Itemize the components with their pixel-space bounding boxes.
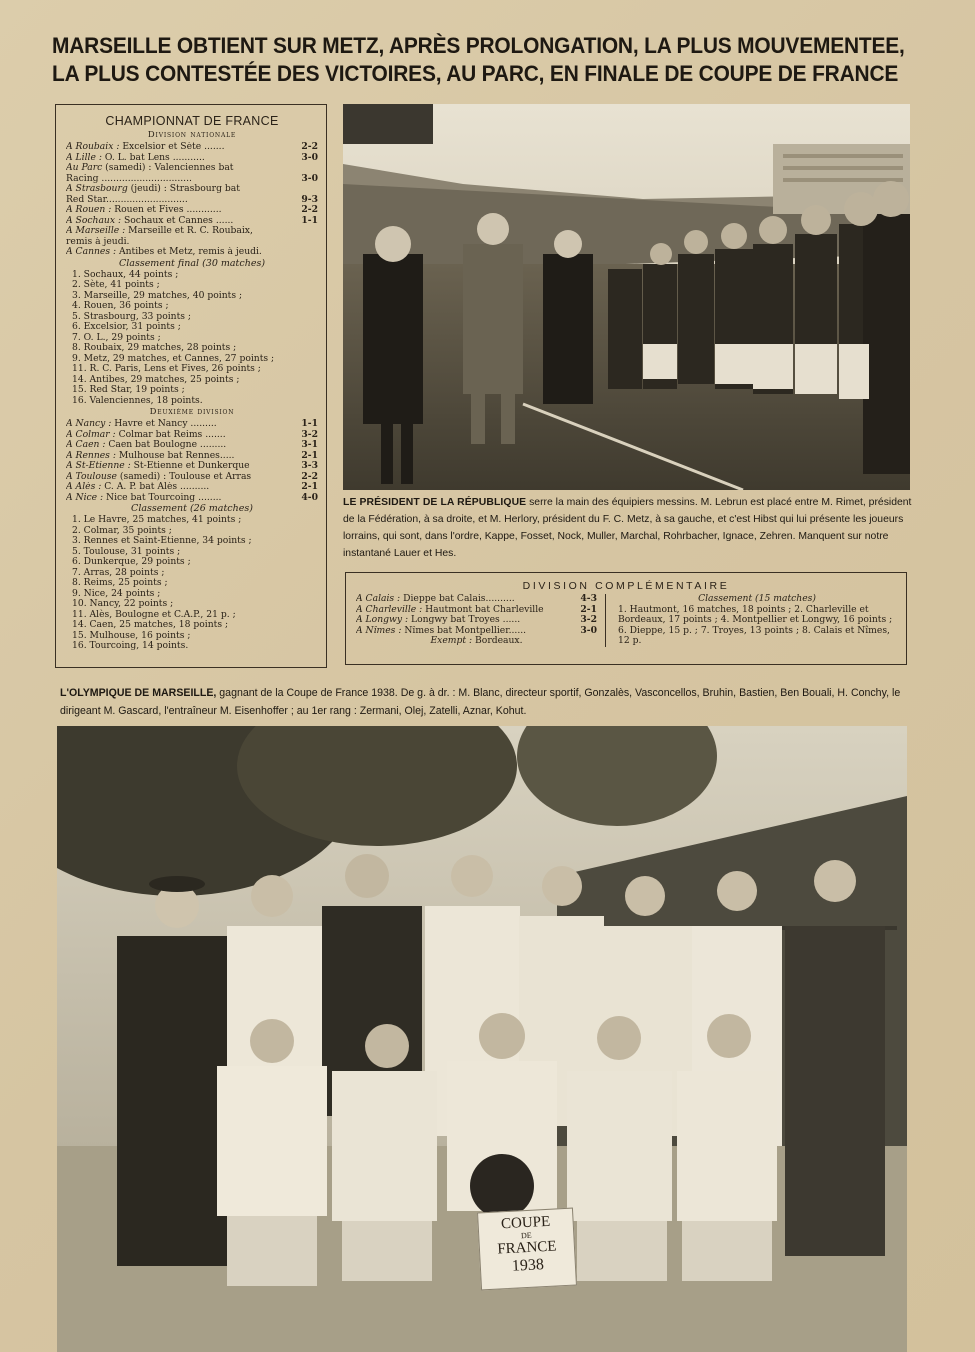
classement-item: 10. Nancy, 22 points ;: [72, 598, 174, 609]
caption-president-lead: LE PRÉSIDENT DE LA RÉPUBLIQUE: [343, 497, 527, 508]
result-row: [66, 440, 318, 451]
result-row: [66, 430, 318, 441]
classement-item: 9. Metz, 29 matches, et Cannes, 27 points ;: [72, 352, 275, 364]
result-score: 3-0: [301, 172, 318, 184]
result-text: Excelsior et Sète .......: [119, 142, 225, 152]
division-complementaire-box: [345, 572, 907, 665]
classement-item: 14. Antibes, 29 matches, 25 points ;: [72, 373, 240, 385]
result-row: [66, 142, 318, 153]
result-row: [66, 153, 318, 164]
classement-item: 5. Strasbourg, 33 points ;: [72, 310, 192, 322]
classement-item: 15. Mulhouse, 16 points ;: [72, 629, 191, 641]
result-text: Havre et Nancy .........: [111, 419, 217, 429]
result-text: Nîmes bat Montpellier......: [401, 625, 527, 636]
classement-item: 3. Rennes et Saint-Etienne, 34 points ;: [72, 535, 252, 546]
result-text: remis à jeudi.: [66, 236, 130, 247]
result-score: [314, 184, 318, 195]
exempt-line: [356, 636, 597, 647]
division-complementaire-results: [356, 594, 606, 647]
result-text: O. L. bat Lens ...........: [101, 152, 205, 163]
result-text: C. A. P. bat Alès ..........: [101, 482, 210, 492]
result-row: [66, 174, 318, 185]
result-place: A Colmar :: [66, 429, 116, 440]
caption-om-team: [60, 684, 920, 720]
result-score: 2-1: [301, 449, 318, 461]
result-text: Marseille et R. C. Roubaix,: [125, 226, 253, 236]
result-score: [314, 237, 318, 248]
dc-classement-heading: Classement (15 matches): [698, 593, 816, 604]
photo-president-handshake: [343, 104, 910, 490]
result-row: [356, 615, 597, 626]
result-place: A Cannes :: [66, 247, 117, 257]
classement-final-heading: Classement final (30 matches): [118, 257, 266, 269]
classement-item: 3. Marseille, 29 matches, 40 points ;: [72, 289, 243, 301]
classement-item: 16. Valenciennes, 18 points.: [72, 394, 203, 406]
result-place: A Lille :: [66, 152, 102, 163]
result-text: Mulhouse bat Rennes.....: [115, 450, 235, 461]
result-row: [66, 237, 318, 248]
result-place: A Rennes :: [66, 450, 116, 461]
result-score: 2-1: [580, 603, 597, 615]
result-place: A Calais :: [356, 594, 401, 604]
result-score: [314, 247, 318, 258]
sign-line-3: FRANCE: [496, 1238, 557, 1258]
result-row: [66, 247, 318, 258]
classement-item: 2. Sète, 41 points ;: [72, 279, 160, 290]
caption-om-text: gagnant de la Coupe de France 1938. De g. à dr. : M. Blanc, directeur sportif, Gonzalès, Vasconcellos, Bruhin, Bastien, Ben Bouali, H. Conchy, le dirigeant M. Gascard, l'entraîneur M. Eisenhoffer ; au 1er rang : Zermani, Olej, Zatelli, Aznar, Kohut.: [60, 687, 901, 717]
result-text: St-Etienne et Dunkerque: [130, 461, 250, 471]
classement-item: 7. O. L., 29 points ;: [72, 331, 161, 343]
result-score: 2-1: [301, 481, 318, 492]
classement-item: 4. Rouen, 36 points ;: [72, 300, 169, 311]
classement-item: 11. Alès, Boulogne et C.A.P., 21 p. ;: [72, 608, 236, 620]
result-row: [66, 419, 318, 430]
result-text: Sochaux et Cannes ......: [121, 215, 234, 226]
result-place: A Longwy :: [356, 615, 409, 626]
result-score: 1-1: [301, 214, 318, 226]
result-place: A St-Etienne :: [66, 461, 131, 471]
headline: [52, 32, 905, 88]
result-text: Colmar bat Reims .......: [115, 429, 226, 440]
sign-line-2: DE: [520, 1230, 532, 1241]
classement-item: 15. Red Star, 19 points ;: [72, 384, 185, 395]
classement-item: 8. Roubaix, 29 matches, 28 points ;: [72, 342, 237, 353]
coupe-de-france-sign: [477, 1208, 577, 1291]
result-row: [66, 216, 318, 227]
result-row: [66, 163, 318, 174]
deuxieme-division-heading: Deuxième division: [149, 407, 235, 417]
classement-item: 14. Caen, 25 matches, 18 points ;: [72, 619, 229, 630]
sign-line-4: 1938: [511, 1256, 545, 1275]
classement-2-list: [66, 515, 318, 652]
result-text: (samedi) : Toulouse et Arras: [116, 471, 252, 482]
result-text: Longwy bat Troyes ......: [408, 615, 521, 626]
headline-line-2: LA PLUS CONTESTÉE DES VICTOIRES, AU PARC, EN FINALE DE COUPE DE FRANCE: [52, 61, 899, 86]
caption-president: [343, 494, 913, 562]
result-row: [66, 184, 318, 195]
photo-om-team: [57, 726, 907, 1352]
division-complementaire-title: DIVISION COMPLÉMENTAIRE: [522, 580, 730, 592]
result-place: Au Parc: [66, 163, 103, 173]
result-score: 9-3: [301, 193, 318, 205]
result-place: A Toulouse: [66, 471, 117, 482]
classement-item: 9. Nice, 24 points ;: [72, 587, 161, 599]
result-row: [66, 461, 318, 472]
result-score: 3-2: [301, 428, 318, 440]
result-text: Racing ...............................: [66, 173, 192, 184]
caption-om-lead: L'OLYMPIQUE DE MARSEILLE,: [60, 687, 217, 699]
headline-line-1: MARSEILLE OBTIENT SUR METZ, APRÈS PROLONGATION, LA PLUS MOUVEMENTEE,: [52, 33, 905, 58]
result-text: (samedi) : Valenciennes bat: [102, 163, 234, 173]
result-score: [314, 226, 318, 237]
result-place: A Rouen :: [66, 205, 112, 215]
result-text: Nice bat Tourcoing ........: [103, 492, 222, 503]
result-score: 3-1: [301, 439, 318, 450]
result-text: Red Star............................: [66, 194, 188, 205]
result-row: [66, 472, 318, 483]
result-score: 4-0: [301, 491, 318, 503]
result-row: [66, 205, 318, 216]
result-score: 3-3: [301, 460, 318, 471]
classement-item: 6. Dunkerque, 29 points ;: [72, 556, 191, 567]
result-place: A Alès :: [66, 482, 102, 492]
result-score: 3-0: [580, 624, 597, 636]
result-text: Rouen et Fives ............: [111, 205, 222, 215]
result-row: [66, 226, 318, 237]
result-row: [66, 195, 318, 206]
result-score: 1-1: [301, 418, 318, 429]
result-score: 4-3: [580, 593, 597, 604]
classement-item: 5. Toulouse, 31 points ;: [72, 545, 181, 557]
result-text: Hautmont bat Charleville: [422, 604, 544, 615]
championnat-title: CHAMPIONNAT DE FRANCE: [105, 114, 279, 128]
result-score: 3-0: [301, 151, 318, 163]
classement-final-list: [66, 270, 318, 407]
classement-2-heading: Classement (26 matches): [131, 503, 253, 514]
result-text: Dieppe bat Calais..........: [400, 594, 515, 604]
result-score: 3-2: [580, 614, 597, 626]
result-score: 2-2: [301, 141, 318, 152]
championnat-box: [55, 104, 327, 668]
classement-item: 6. Excelsior, 31 points ;: [72, 321, 181, 332]
division-complementaire-classement: [606, 594, 896, 647]
dc-classement-text: 1. Hautmont, 16 matches, 18 points ; 2. Charleville et Bordeaux, 17 points ; 4. Montpellier et Longwy, 16 points ; 6. Dieppe, 15 p. ; 7. Troyes, 13 points ; 8. Calais et Nîmes, 12 p.: [618, 603, 893, 647]
result-place: A Marseille :: [66, 226, 126, 236]
exempt-value: Bordeaux.: [472, 635, 523, 647]
exempt-label: Exempt :: [430, 635, 473, 647]
deuxieme-division-results: [66, 419, 318, 503]
result-place: A Nice :: [66, 492, 104, 503]
result-place: A Nancy :: [66, 419, 112, 429]
result-text: (jeudi) : Strasbourg bat: [127, 184, 240, 194]
division-nationale-results: [66, 142, 318, 258]
result-text: Antibes et Metz, remis à jeudi.: [116, 247, 262, 257]
classement-item: 16. Tourcoing, 14 points.: [72, 640, 189, 651]
result-place: A Nîmes :: [356, 625, 402, 636]
result-row: [356, 594, 597, 605]
division-nationale-heading: Division nationale: [147, 130, 237, 140]
result-score: 2-2: [301, 204, 318, 215]
result-place: A Charleville :: [356, 604, 423, 615]
result-row: [66, 482, 318, 493]
classement-item: 7. Arras, 28 points ;: [72, 566, 165, 578]
result-text: Caen bat Boulogne .........: [105, 440, 227, 450]
classement-item: 2. Colmar, 35 points ;: [72, 524, 172, 536]
result-place: A Sochaux :: [66, 215, 122, 226]
result-place: A Roubaix :: [66, 142, 120, 152]
result-row: [356, 605, 597, 616]
caption-president-text: serre la main des équipiers messins. M. Lebrun est placé entre M. Rimet, président de la Fédération, à sa droite, et M. Herlory, président du F. C. Metz, à sa gauche, et c'est Hibst qui lui présente les joueurs lorrains, qui sont, dans l'ordre, Kappe, Fosset, Nock, Muller, Marchal, Rohrbacher, Ignace, Zehren. Manquent sur notre instantané Lauer et Hes.: [343, 497, 912, 559]
classement-item: 1. Le Havre, 25 matches, 41 points ;: [72, 514, 242, 525]
result-row: [66, 451, 318, 462]
result-row: [66, 493, 318, 504]
classement-item: 11. R. C. Paris, Lens et Fives, 26 points ;: [72, 363, 261, 374]
result-place: A Strasbourg: [66, 184, 128, 194]
classement-item: 1. Sochaux, 44 points ;: [72, 268, 179, 280]
sign-line-1: COUPE: [500, 1213, 551, 1233]
result-place: A Caen :: [66, 440, 106, 450]
result-score: [314, 163, 318, 174]
result-score: 2-2: [301, 470, 318, 482]
classement-item: 8. Reims, 25 points ;: [72, 577, 168, 588]
